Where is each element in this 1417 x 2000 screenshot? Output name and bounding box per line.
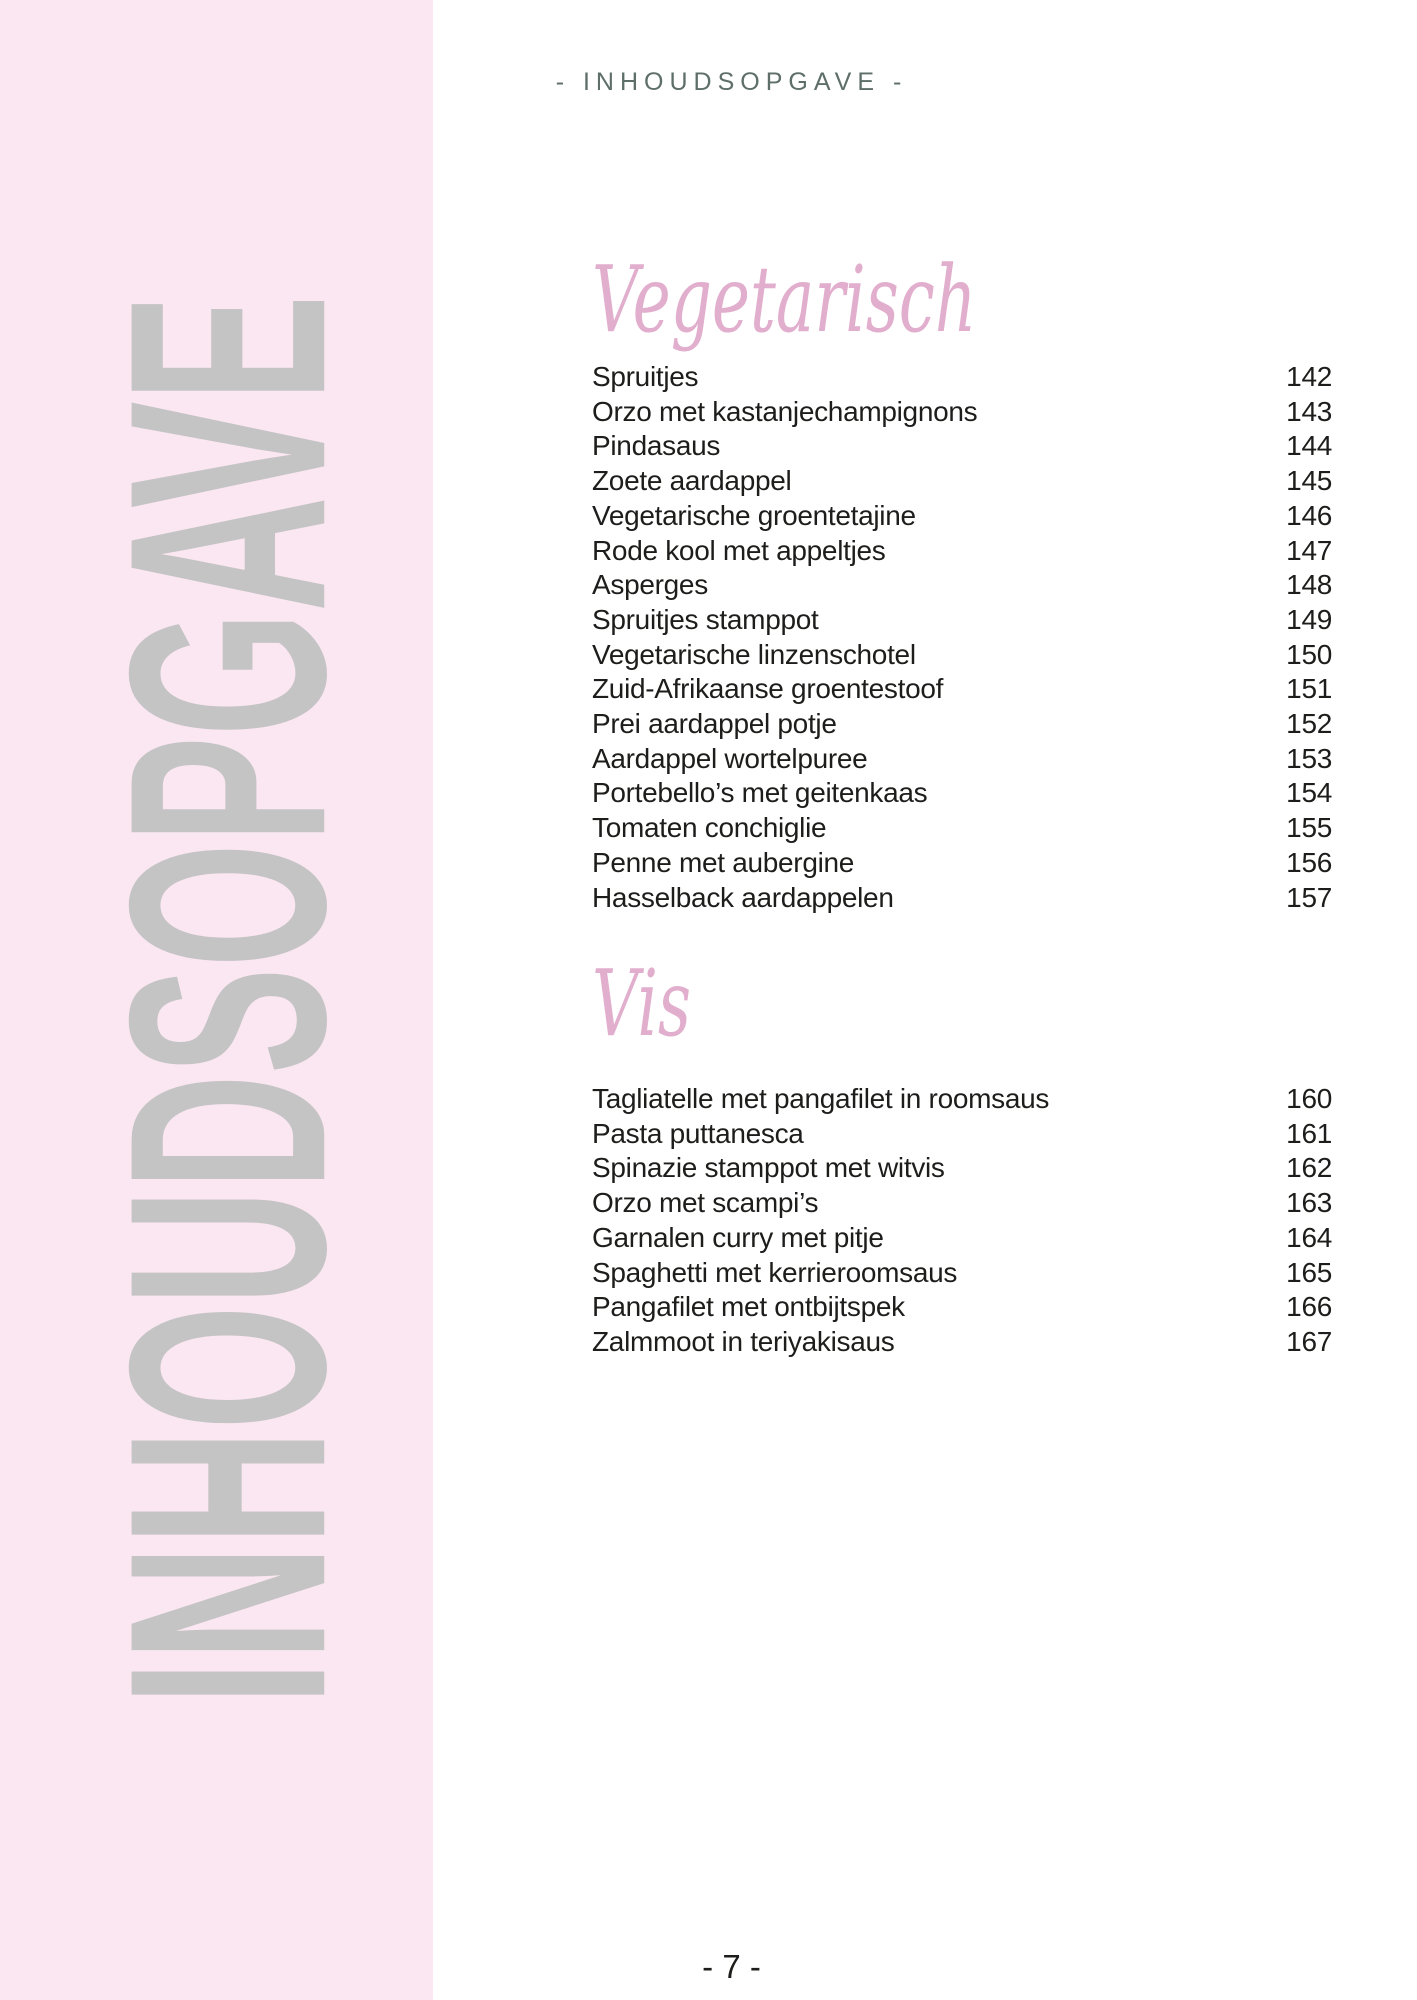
toc-entry-label: Spinazie stamppot met witvis xyxy=(592,1152,945,1184)
toc-entry-label: Spaghetti met kerrieroomsaus xyxy=(592,1256,958,1288)
toc-entry-label: Rode kool met appeltjes xyxy=(592,534,886,566)
toc-entry xyxy=(592,568,1332,603)
toc-entry-page: 150 xyxy=(1286,638,1332,670)
toc-entry-page: 157 xyxy=(1286,881,1332,913)
toc-entry-label: Aardappel wortelpuree xyxy=(592,742,868,774)
toc-entry xyxy=(592,1117,1332,1152)
toc-entry-label: Zalmmoot in teriyakisaus xyxy=(592,1325,895,1357)
toc-entry-page: 142 xyxy=(1286,361,1332,392)
toc-entry-label: Pindasaus xyxy=(592,430,721,462)
toc-entry xyxy=(592,1151,1332,1186)
toc-list-vis xyxy=(592,1082,1332,1360)
toc-entry-label: Garnalen curry met pitje xyxy=(592,1221,884,1253)
toc-entry xyxy=(592,1186,1332,1221)
toc-entry xyxy=(592,1082,1332,1117)
toc-entry xyxy=(592,811,1332,846)
toc-entry xyxy=(592,1290,1332,1325)
toc-entry-page: 144 xyxy=(1286,430,1332,462)
toc-entry-label: Vegetarische groentetajine xyxy=(592,499,916,531)
toc-entry xyxy=(592,429,1332,464)
sidebar-band xyxy=(0,0,433,2000)
toc-entry xyxy=(592,464,1332,499)
toc-entry-label: Spruitjes stamppot xyxy=(592,603,819,635)
toc-entry-page: 164 xyxy=(1286,1221,1332,1253)
toc-entry xyxy=(592,534,1332,569)
toc-entry-page: 149 xyxy=(1286,603,1332,635)
toc-list-vegetarisch xyxy=(592,360,1332,915)
toc-entry-page: 165 xyxy=(1286,1256,1332,1288)
toc-entry-label: Orzo met scampi’s xyxy=(592,1187,819,1219)
toc-entry-page: 146 xyxy=(1286,499,1332,531)
toc-entry-page: 163 xyxy=(1286,1187,1332,1219)
toc-entry-page: 167 xyxy=(1286,1325,1332,1357)
toc-entry-label: Spruitjes xyxy=(592,361,699,392)
toc-entry-label: Portebello’s met geitenkaas xyxy=(592,777,928,809)
toc-entry-label: Zuid-Afrikaanse groentestoof xyxy=(592,673,944,705)
toc-entry-page: 154 xyxy=(1286,777,1332,809)
toc-entry-page: 153 xyxy=(1286,742,1332,774)
page-header-title: - INHOUDSOPGAVE - xyxy=(555,68,908,96)
toc-entry xyxy=(592,1221,1332,1256)
toc-entry xyxy=(592,881,1332,916)
toc-entry-page: 162 xyxy=(1286,1152,1332,1184)
toc-entry-label: Prei aardappel potje xyxy=(592,708,837,740)
toc-entry-page: 155 xyxy=(1286,812,1332,844)
section-heading-vis: Vis xyxy=(592,950,692,1057)
toc-entry-page: 166 xyxy=(1286,1291,1332,1323)
toc-entry xyxy=(592,603,1332,638)
toc-entry xyxy=(592,707,1332,742)
toc-entry-page: 143 xyxy=(1286,395,1332,427)
toc-entry xyxy=(592,742,1332,777)
toc-entry xyxy=(592,395,1332,430)
toc-entry xyxy=(592,846,1332,881)
page-number: - 7 - xyxy=(702,1948,761,1985)
toc-entry-label: Penne met aubergine xyxy=(592,846,855,878)
toc-entry-label: Pangafilet met ontbijtspek xyxy=(592,1291,905,1323)
toc-entry xyxy=(592,776,1332,811)
toc-entry-page: 161 xyxy=(1286,1117,1332,1149)
sidebar-vertical-title: INHOUDSOPGAVE xyxy=(70,294,384,1706)
toc-entry-page: 152 xyxy=(1286,708,1332,740)
toc-entry-label: Asperges xyxy=(592,569,708,601)
toc-entry xyxy=(592,499,1332,534)
toc-entry-label: Vegetarische linzenschotel xyxy=(592,638,916,670)
toc-entry xyxy=(592,1256,1332,1291)
toc-entry-page: 160 xyxy=(1286,1083,1332,1114)
toc-entry-label: Tagliatelle met pangafilet in roomsaus xyxy=(592,1083,1050,1114)
toc-entry-page: 148 xyxy=(1286,569,1332,601)
section-heading-vegetarisch: Vegetarisch xyxy=(592,246,977,353)
toc-entry-page: 145 xyxy=(1286,465,1332,497)
toc-entry-page: 151 xyxy=(1286,673,1332,705)
toc-entry-page: 147 xyxy=(1286,534,1332,566)
toc-entry xyxy=(592,360,1332,395)
toc-entry xyxy=(592,638,1332,673)
toc-entry xyxy=(592,1325,1332,1360)
toc-entry-label: Zoete aardappel xyxy=(592,465,792,497)
toc-entry-label: Pasta puttanesca xyxy=(592,1117,804,1149)
toc-entry xyxy=(592,672,1332,707)
toc-entry-label: Tomaten conchiglie xyxy=(592,812,827,844)
toc-entry-page: 156 xyxy=(1286,846,1332,878)
toc-entry-label: Orzo met kastanjechampignons xyxy=(592,395,978,427)
toc-entry-label: Hasselback aardappelen xyxy=(592,881,894,913)
